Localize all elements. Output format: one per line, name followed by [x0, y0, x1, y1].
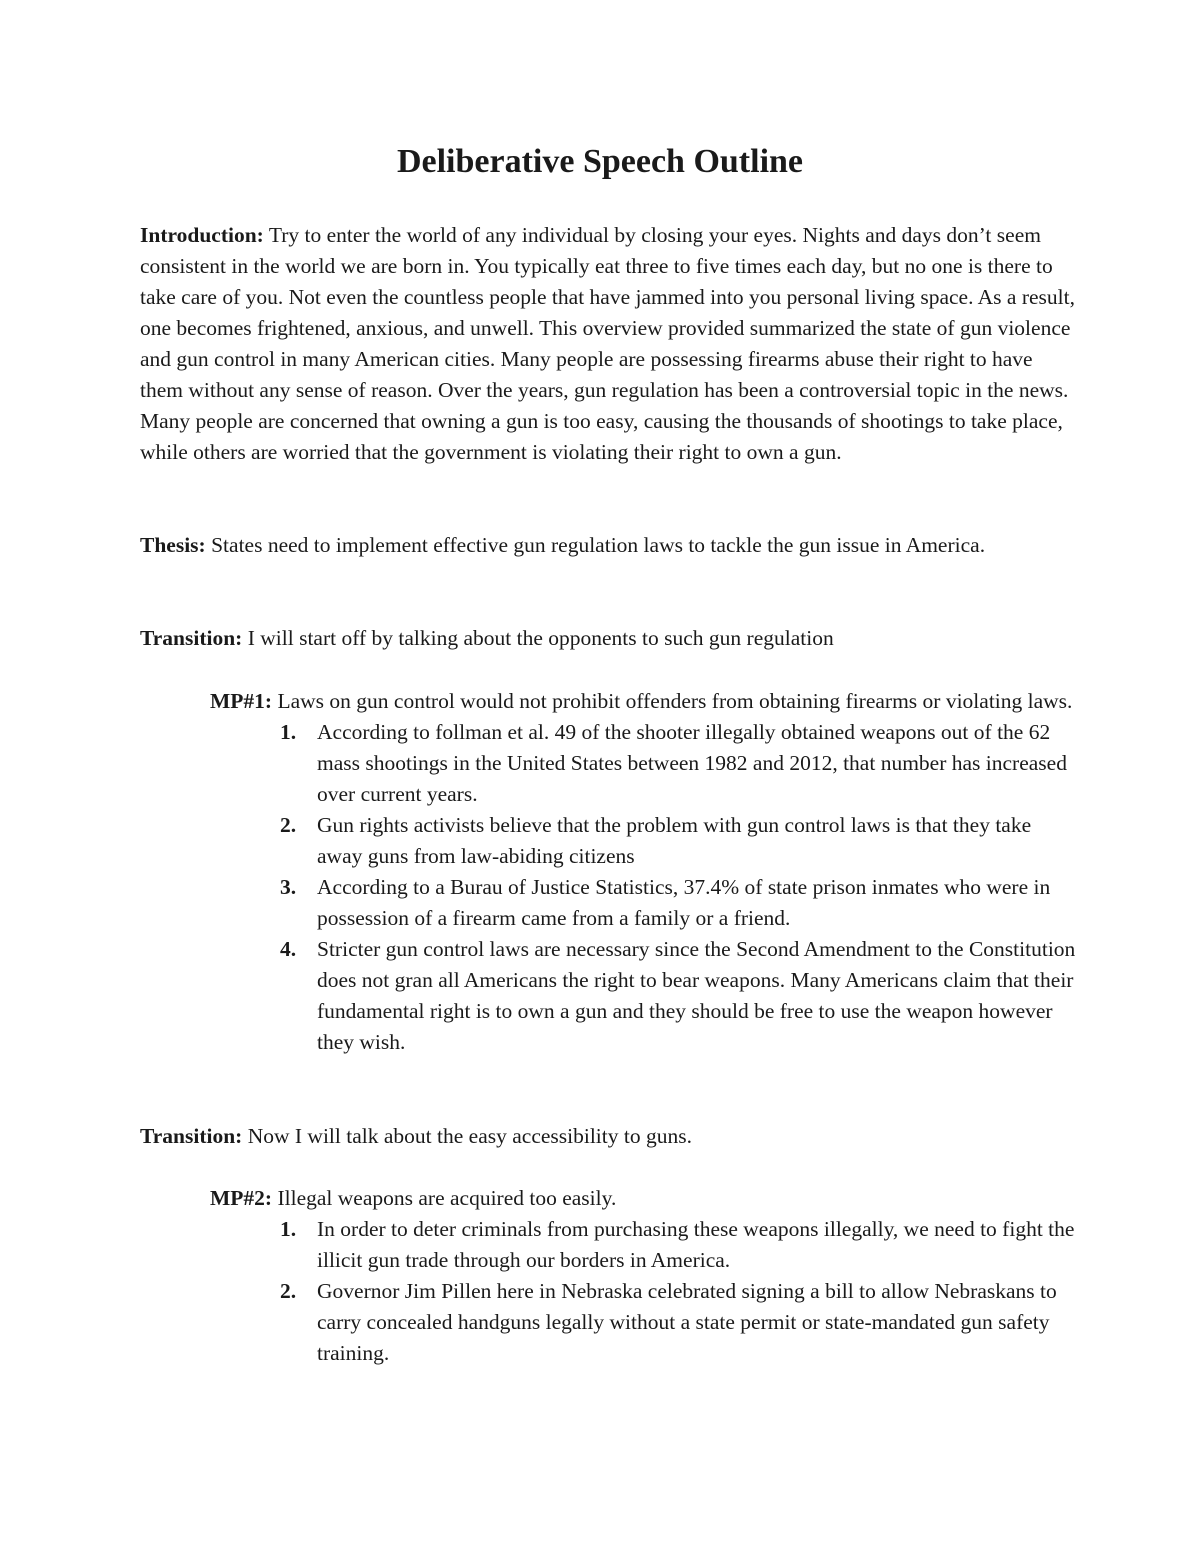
- list-item: [210, 810, 1080, 872]
- transition-1-paragraph: [140, 623, 1080, 654]
- introduction-paragraph: [140, 220, 1080, 468]
- transition-1-label: Transition:: [140, 626, 243, 650]
- list-item-number: 2.: [280, 813, 297, 837]
- main-point-1-text: Laws on gun control would not prohibit offenders from obtaining firearms or violating laws.: [277, 689, 1073, 713]
- main-point-1-list: [210, 717, 1080, 1058]
- list-item: [210, 717, 1080, 810]
- introduction-text: Try to enter the world of any individual by closing your eyes. Nights and days don’t seem consistent in the world we are born in. You typically eat three to five times each day, but no one is there to take care of you. Not even the countless people that have jammed into you personal living space. As a result, one becomes frightened, anxious, and unwell. This overview provided summarized the state of gun violence and gun control in many American cities. Many people are possessing firearms abuse their right to have them without any sense of reason. Over the years, gun regulation has been a controversial topic in the news. Many people are concerned that owning a gun is too easy, causing the thousands of shootings to take place, while others are worried that the government is violating their right to own a gun.: [140, 223, 1075, 464]
- main-point-2-text: Illegal weapons are acquired too easily.: [277, 1186, 617, 1210]
- main-point-1-heading: [210, 686, 1080, 717]
- list-item: [210, 1214, 1080, 1276]
- list-item-number: 1.: [280, 720, 297, 744]
- list-item: [210, 872, 1080, 934]
- main-point-2-list: [210, 1214, 1080, 1369]
- list-item-number: 2.: [280, 1279, 297, 1303]
- page-title: Deliberative Speech Outline: [396, 143, 804, 180]
- list-item: [210, 1276, 1080, 1369]
- main-point-2: [210, 1183, 1080, 1369]
- main-point-2-heading: [210, 1183, 1080, 1214]
- list-item-text: According to follman et al. 49 of the shooter illegally obtained weapons out of the 62 mass shootings in the United States between 1982 and 2012, that number has increased over current years.: [317, 720, 1067, 806]
- list-item-text: Stricter gun control laws are necessary since the Second Amendment to the Constitution does not gran all Americans the right to bear weapons. Many Americans claim that their fundamental right is to own a gun and they should be free to use the weapon however they wish.: [317, 937, 1076, 1054]
- main-point-1-label: MP#1:: [210, 689, 273, 713]
- thesis-text: States need to implement effective gun regulation laws to tackle the gun issue in America.: [211, 533, 986, 557]
- transition-2-text: Now I will talk about the easy accessibility to guns.: [247, 1124, 692, 1148]
- list-item-text: According to a Burau of Justice Statistics, 37.4% of state prison inmates who were in possession of a firearm came from a family or a friend.: [317, 875, 1051, 930]
- list-item: [210, 934, 1080, 1058]
- main-point-1: [210, 686, 1080, 1058]
- transition-1-text: I will start off by talking about the opponents to such gun regulation: [247, 626, 834, 650]
- introduction-label: Introduction:: [140, 223, 264, 247]
- list-item-number: 1.: [280, 1217, 297, 1241]
- thesis-label: Thesis:: [140, 533, 206, 557]
- transition-2-label: Transition:: [140, 1124, 243, 1148]
- transition-2-paragraph: [140, 1121, 1080, 1152]
- list-item-number: 3.: [280, 875, 297, 899]
- list-item-text: Governor Jim Pillen here in Nebraska celebrated signing a bill to allow Nebraskans to carry concealed handguns legally without a state permit or state-mandated gun safety training.: [317, 1279, 1057, 1365]
- list-item-text: In order to deter criminals from purchasing these weapons illegally, we need to fight the illicit gun trade through our borders in America.: [317, 1217, 1075, 1272]
- list-item-number: 4.: [280, 937, 297, 961]
- list-item-text: Gun rights activists believe that the problem with gun control laws is that they take away guns from law-abiding citizens: [317, 813, 1032, 868]
- thesis-paragraph: [140, 530, 1080, 561]
- main-point-2-label: MP#2:: [210, 1186, 273, 1210]
